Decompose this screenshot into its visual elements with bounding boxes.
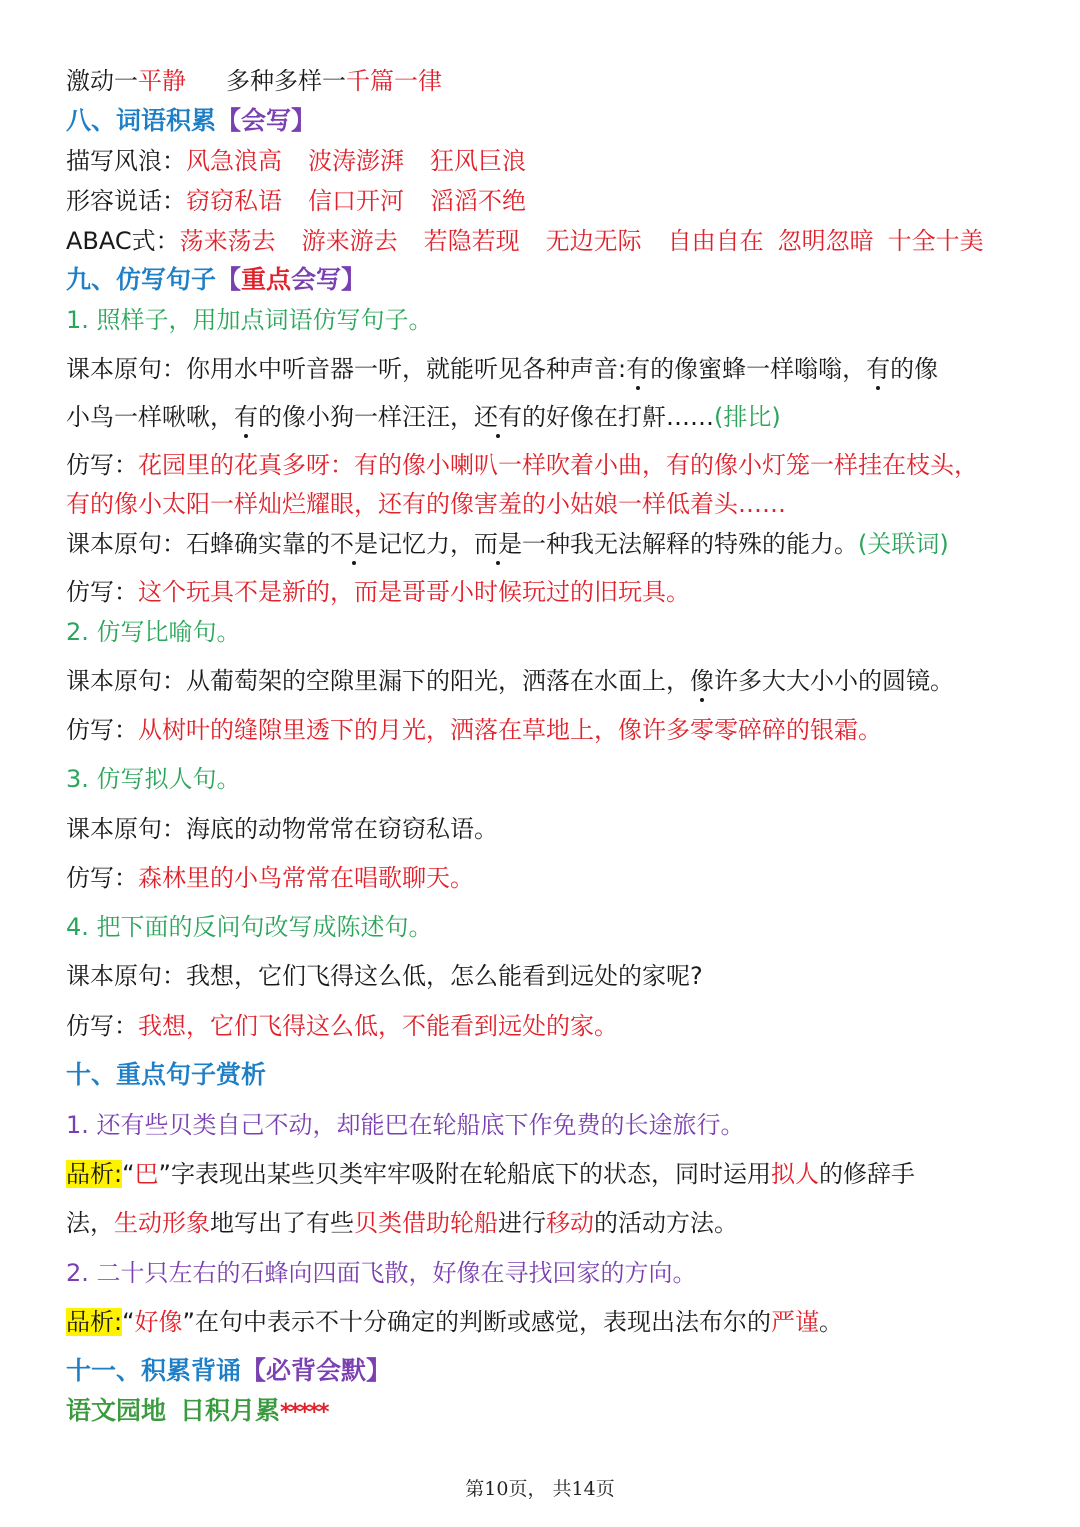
antonym-line [66,66,442,96]
dotted-word: 有 [234,403,258,431]
highlight-label: 品析: [66,1160,123,1188]
question-3-title: 3. 仿写拟人句。 [66,765,241,793]
imitation-2: 仿写：这个玩具不是新的，而是哥哥小时候玩过的旧玩具。 [66,578,690,606]
original-sentence-5: 课本原句：我想，它们飞得这么低，怎么能看到远处的家呢? [66,962,703,990]
dotted-word: 还有 [474,403,522,431]
original-sentence-1: 课本原句：你用水中听音器一听，就能听见各种声音:有的像蜜蜂一样嗡嗡，有的像 [66,355,939,383]
highlight-label: 品析: [66,1308,123,1336]
word: 激动一 [66,67,138,95]
section-8-heading: 八、词语积累【会写】 [66,106,317,135]
analysis-2: 品析:“好像”在句中表示不十分确定的判断或感觉，表现出法布尔的严谨。 [66,1308,843,1336]
analysis-sentence-1: 1. 还有些贝类自己不动，却能巴在轮船底下作免费的长途旅行。 [66,1111,745,1139]
original-sentence-2: 课本原句：石蜂确实靠的不是记忆力，而是一种我无法解释的特殊的能力。(关联词) [66,530,949,558]
section-11-heading: 十一、积累背诵【必背会默】 [66,1356,392,1385]
original-sentence-1-cont: 小鸟一样啾啾，有的像小狗一样汪汪，还有的好像在打鼾……(排比) [66,403,781,431]
dotted-word: 有 [626,355,651,383]
question-2-title: 2. 仿写比喻句。 [66,618,241,646]
answer-word: 平静 [138,67,186,95]
imitation-5: 仿写：我想，它们飞得这么低，不能看到远处的家。 [66,1012,618,1040]
imitation-1: 仿写：花园里的花真多呀：有的像小喇叭一样吹着小曲，有的像小灯笼一样挂在枝头， [66,451,978,479]
question-4-title: 4. 把下面的反问句改写成陈述句。 [66,913,433,941]
question-1-title: 1. 照样子，用加点词语仿写句子。 [66,306,433,334]
imitation-1-cont: 有的像小太阳一样灿烂耀眼，还有的像害羞的小姑娘一样低着头…… [66,490,786,518]
page-footer: 第10页， 共14页 [465,1478,615,1500]
original-sentence-3: 课本原句：从葡萄架的空隙里漏下的阳光，洒落在水面上，像许多大大小小的圆镜。 [66,667,954,695]
imitation-3: 仿写：从树叶的缝隙里透下的月光，洒落在草地上，像许多零零碎碎的银霜。 [66,716,882,744]
stars-rating: ***** [280,1400,328,1425]
original-sentence-4: 课本原句：海底的动物常常在窃窃私语。 [66,815,498,843]
analysis-1-cont: 法，生动形象地写出了有些贝类借助轮船进行移动的活动方法。 [66,1209,738,1237]
dotted-word: 像 [690,667,714,695]
abac-words-line: ABAC式：荡来荡去 游来游去 若隐若现 无边无际 自由自在 忽明忽暗 十全十美 [66,227,984,255]
section-9-heading: 九、仿写句子【重点会写】 [66,265,367,294]
dotted-word: 不是 [330,530,378,558]
analysis-1: 品析:“巴”字表现出某些贝类牢牢吸附在轮船底下的状态，同时运用拟人的修辞手 [66,1160,915,1188]
dotted-word: 有 [866,355,891,383]
garden-heading: 语文园地 日积月累***** [66,1396,328,1425]
talk-words-line: 形容说话：窃窃私语 信口开河 滔滔不绝 [66,187,526,215]
imitation-4: 仿写：森林里的小鸟常常在唱歌聊天。 [66,864,474,892]
analysis-sentence-2: 2. 二十只左右的石蜂向四面飞散，好像在寻找回家的方向。 [66,1259,697,1287]
section-10-heading: 十、重点句子赏析 [66,1060,267,1089]
word: 多种多样一 [226,67,346,95]
answer-word: 千篇一律 [346,67,442,95]
dotted-word: 而是 [474,530,522,558]
wave-words-line: 描写风浪：风急浪高 波涛澎湃 狂风巨浪 [66,147,526,175]
